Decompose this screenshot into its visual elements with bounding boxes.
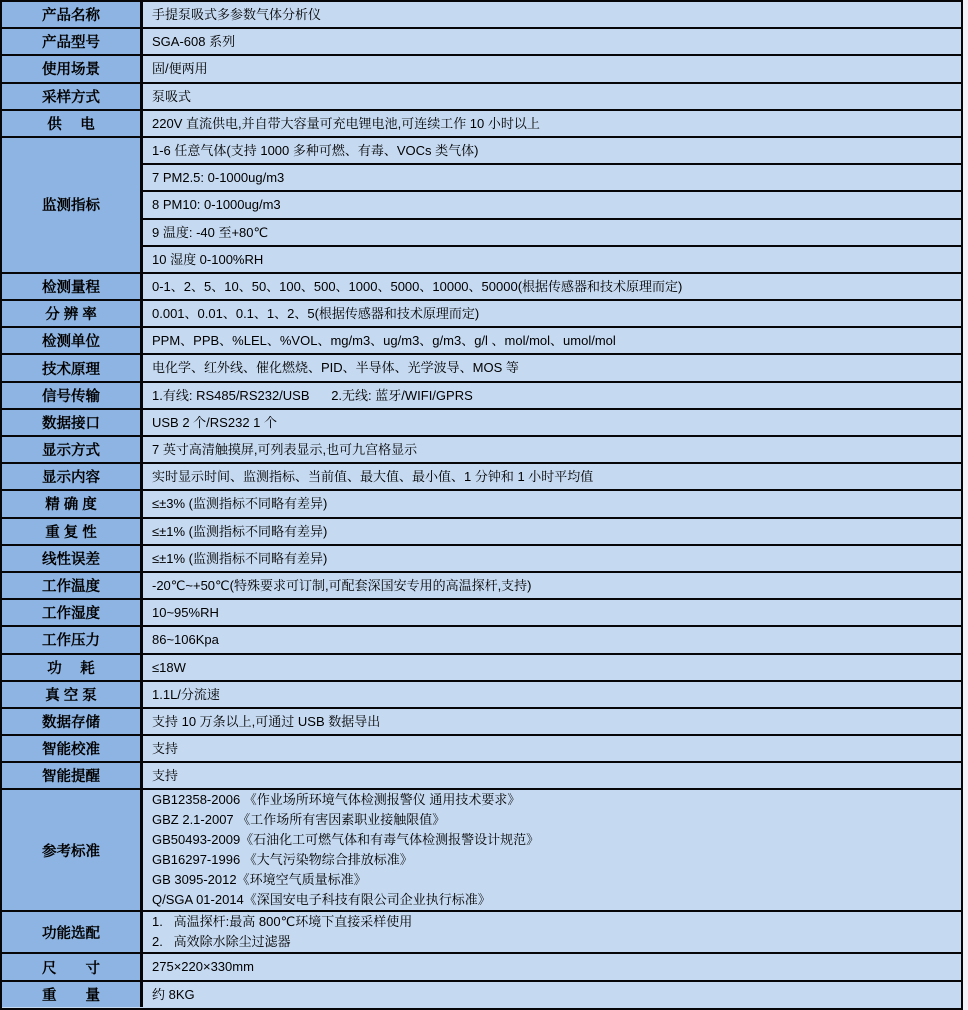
spec-value-line: ≤±1% (监测指标不同略有差异) bbox=[152, 550, 328, 566]
spec-value-cell bbox=[143, 655, 961, 680]
spec-value-cell bbox=[143, 328, 961, 353]
spec-row bbox=[2, 682, 961, 709]
spec-value-column bbox=[143, 355, 961, 380]
spec-value-cell bbox=[143, 301, 961, 326]
spec-value-column bbox=[143, 111, 961, 136]
spec-value-cell bbox=[143, 912, 961, 952]
spec-value-column bbox=[143, 682, 961, 707]
spec-value-column bbox=[143, 982, 961, 1007]
spec-value-column bbox=[143, 383, 961, 408]
spec-label: 分 辨 率 bbox=[2, 301, 143, 326]
spec-value-line: 7 PM2.5: 0-1000ug/m3 bbox=[152, 170, 285, 186]
spec-value-line: ≤18W bbox=[152, 659, 186, 675]
spec-row bbox=[2, 29, 961, 56]
spec-row bbox=[2, 56, 961, 83]
spec-label: 线性误差 bbox=[2, 546, 143, 571]
spec-value-cell bbox=[143, 790, 961, 910]
spec-row bbox=[2, 790, 961, 912]
spec-value-column bbox=[143, 709, 961, 734]
spec-value-line: 实时显示时间、监测指标、当前值、最大值、最小值、1 分钟和 1 小时平均值 bbox=[152, 469, 594, 485]
spec-value-cell bbox=[143, 29, 961, 54]
spec-value-column bbox=[143, 138, 961, 272]
spec-label: 数据存储 bbox=[2, 709, 143, 734]
spec-value-cell bbox=[143, 736, 961, 761]
spec-value-line: Q/SGA 01-2014《深国安电子科技有限公司企业执行标准》 bbox=[152, 892, 491, 908]
spec-value-column bbox=[143, 912, 961, 952]
spec-label: 检测单位 bbox=[2, 328, 143, 353]
spec-value-column bbox=[143, 736, 961, 761]
spec-value-column bbox=[143, 464, 961, 489]
spec-value-line: 泵吸式 bbox=[152, 88, 192, 104]
spec-label: 参考标准 bbox=[2, 790, 143, 910]
spec-label: 功 耗 bbox=[2, 655, 143, 680]
spec-value-line: 10 湿度 0-100%RH bbox=[152, 251, 264, 267]
spec-value-column bbox=[143, 274, 961, 299]
spec-label: 精 确 度 bbox=[2, 491, 143, 516]
spec-value-column bbox=[143, 410, 961, 435]
spec-label: 使用场景 bbox=[2, 56, 143, 81]
spec-value-column bbox=[143, 328, 961, 353]
spec-value-line: 7 英寸高清触摸屏,可列表显示,也可九宫格显示 bbox=[152, 442, 418, 457]
spec-value-column bbox=[143, 84, 961, 109]
spec-value-cell bbox=[143, 573, 961, 598]
spec-label: 真 空 泵 bbox=[2, 682, 143, 707]
spec-label: 重 复 性 bbox=[2, 519, 143, 544]
spec-value-line: 固/便两用 bbox=[152, 61, 208, 77]
spec-value-line: 0-1、2、5、10、50、100、500、1000、5000、10000、50000(根据传感器和技术原理而定) bbox=[152, 278, 683, 294]
spec-value-cell bbox=[143, 165, 961, 192]
spec-label: 检测量程 bbox=[2, 274, 143, 299]
spec-value-cell bbox=[143, 437, 961, 462]
spec-value-line: 1.1L/分流速 bbox=[152, 686, 220, 702]
spec-label: 产品型号 bbox=[2, 29, 143, 54]
spec-row bbox=[2, 328, 961, 355]
spec-value-column bbox=[143, 763, 961, 788]
spec-label: 智能校准 bbox=[2, 736, 143, 761]
spec-value-line: 支持 bbox=[152, 741, 179, 757]
spec-label: 采样方式 bbox=[2, 84, 143, 109]
spec-value-line: 0.001、0.01、0.1、1、2、5(根据传感器和技术原理而定) bbox=[152, 306, 480, 322]
spec-label: 产品名称 bbox=[2, 2, 143, 27]
spec-value-cell bbox=[143, 519, 961, 544]
spec-row bbox=[2, 982, 961, 1007]
spec-value-cell bbox=[143, 682, 961, 707]
spec-value-line: USB 2 个/RS232 1 个 bbox=[152, 414, 277, 430]
spec-row bbox=[2, 763, 961, 790]
spec-value-cell bbox=[143, 546, 961, 571]
spec-value-cell bbox=[143, 410, 961, 435]
spec-label: 功能选配 bbox=[2, 912, 143, 952]
spec-value-cell bbox=[143, 464, 961, 489]
spec-value-column bbox=[143, 655, 961, 680]
spec-value-column bbox=[143, 546, 961, 571]
spec-label: 尺 寸 bbox=[2, 954, 143, 979]
spec-row bbox=[2, 573, 961, 600]
spec-value-line: 86~106Kpa bbox=[152, 632, 219, 648]
spec-value-line: GB12358-2006 《作业场所环境气体检测报警仪 通用技术要求》 bbox=[152, 792, 521, 808]
spec-value-line: 1. 高温探杆:最高 800℃环境下直接采样使用 bbox=[152, 914, 413, 930]
spec-label: 重 量 bbox=[2, 982, 143, 1007]
spec-value-column bbox=[143, 491, 961, 516]
spec-row bbox=[2, 491, 961, 518]
spec-value-line: 支持 bbox=[152, 768, 179, 784]
spec-label: 监测指标 bbox=[2, 138, 143, 272]
spec-value-cell bbox=[143, 220, 961, 247]
spec-row bbox=[2, 912, 961, 954]
spec-value-line: 约 8KG bbox=[152, 986, 195, 1002]
spec-row bbox=[2, 383, 961, 410]
spec-value-cell bbox=[143, 763, 961, 788]
spec-row bbox=[2, 655, 961, 682]
spec-value-column bbox=[143, 56, 961, 81]
spec-value-column bbox=[143, 29, 961, 54]
spec-value-cell bbox=[143, 627, 961, 652]
spec-value-column bbox=[143, 790, 961, 910]
spec-value-column bbox=[143, 954, 961, 979]
spec-value-line: 275×220×330mm bbox=[152, 959, 254, 975]
spec-value-line: 1-6 任意气体(支持 1000 多种可燃、有毒、VOCs 类气体) bbox=[152, 142, 479, 158]
spec-value-column bbox=[143, 600, 961, 625]
spec-value-column bbox=[143, 437, 961, 462]
spec-label: 工作温度 bbox=[2, 573, 143, 598]
spec-value-cell bbox=[143, 491, 961, 516]
spec-value-line: PPM、PPB、%LEL、%VOL、mg/m3、ug/m3、g/m3、g/l 、mol/mol、umol/mol bbox=[152, 333, 616, 349]
spec-value-column bbox=[143, 2, 961, 27]
spec-value-line: 支持 10 万条以上,可通过 USB 数据导出 bbox=[152, 713, 381, 729]
spec-value-cell bbox=[143, 2, 961, 27]
spec-value-line: 8 PM10: 0-1000ug/m3 bbox=[152, 197, 281, 213]
spec-label: 显示方式 bbox=[2, 437, 143, 462]
spec-row bbox=[2, 2, 961, 29]
spec-value-line: 电化学、红外线、催化燃烧、PID、半导体、光学波导、MOS 等 bbox=[152, 360, 519, 376]
spec-value-line: GB16297-1996 《大气污染物综合排放标准》 bbox=[152, 852, 413, 868]
spec-value-line: GB 3095-2012《环境空气质量标准》 bbox=[152, 872, 367, 888]
spec-label: 数据接口 bbox=[2, 410, 143, 435]
spec-label: 工作压力 bbox=[2, 627, 143, 652]
spec-label: 工作湿度 bbox=[2, 600, 143, 625]
spec-value-cell bbox=[143, 84, 961, 109]
spec-row bbox=[2, 627, 961, 654]
spec-label: 智能提醒 bbox=[2, 763, 143, 788]
spec-value-cell bbox=[143, 954, 961, 979]
spec-row bbox=[2, 274, 961, 301]
spec-value-line: GB50493-2009《石油化工可燃气体和有毒气体检测报警设计规范》 bbox=[152, 832, 540, 848]
spec-value-line: ≤±1% (监测指标不同略有差异) bbox=[152, 523, 328, 539]
spec-value-cell bbox=[143, 383, 961, 408]
spec-value-line: 1.有线: RS485/RS232/USB 2.无线: 蓝牙/WIFI/GPRS bbox=[152, 387, 473, 403]
spec-row bbox=[2, 84, 961, 111]
spec-value-column bbox=[143, 301, 961, 326]
spec-row bbox=[2, 138, 961, 274]
spec-row bbox=[2, 437, 961, 464]
spec-value-column bbox=[143, 627, 961, 652]
spec-value-cell bbox=[143, 600, 961, 625]
spec-row bbox=[2, 600, 961, 627]
spec-value-column bbox=[143, 573, 961, 598]
spec-row bbox=[2, 111, 961, 138]
spec-value-cell bbox=[143, 56, 961, 81]
spec-row bbox=[2, 355, 961, 382]
spec-value-cell bbox=[143, 138, 961, 165]
spec-row bbox=[2, 709, 961, 736]
spec-row bbox=[2, 736, 961, 763]
spec-value-cell bbox=[143, 709, 961, 734]
spec-value-line: 220V 直流供电,并自带大容量可充电锂电池,可连续工作 10 小时以上 bbox=[152, 115, 540, 131]
spec-label: 信号传输 bbox=[2, 383, 143, 408]
spec-row bbox=[2, 954, 961, 981]
spec-label: 技术原理 bbox=[2, 355, 143, 380]
spec-value-line: 10~95%RH bbox=[152, 605, 219, 621]
spec-value-line: ≤±3% (监测指标不同略有差异) bbox=[152, 496, 328, 512]
spec-value-line: -20℃~+50℃(特殊要求可订制,可配套深国安专用的高温探杆,支持) bbox=[152, 577, 532, 593]
spec-row bbox=[2, 464, 961, 491]
spec-value-cell bbox=[143, 192, 961, 219]
spec-label: 供 电 bbox=[2, 111, 143, 136]
spec-value-cell bbox=[143, 982, 961, 1007]
spec-row bbox=[2, 546, 961, 573]
spec-value-cell bbox=[143, 247, 961, 272]
spec-value-column bbox=[143, 519, 961, 544]
spec-value-cell bbox=[143, 111, 961, 136]
spec-row bbox=[2, 301, 961, 328]
spec-row bbox=[2, 519, 961, 546]
spec-value-line: 2. 高效除水除尘过滤器 bbox=[152, 934, 291, 950]
spec-value-line: GBZ 2.1-2007 《工作场所有害因素职业接触限值》 bbox=[152, 812, 446, 828]
spec-value-cell bbox=[143, 355, 961, 380]
spec-label: 显示内容 bbox=[2, 464, 143, 489]
spec-row bbox=[2, 410, 961, 437]
spec-value-line: 手提泵吸式多参数气体分析仪 bbox=[152, 7, 322, 22]
spec-value-line: SGA-608 系列 bbox=[152, 34, 236, 50]
spec-value-line: 9 温度: -40 至+80℃ bbox=[152, 224, 269, 240]
spec-value-cell bbox=[143, 274, 961, 299]
